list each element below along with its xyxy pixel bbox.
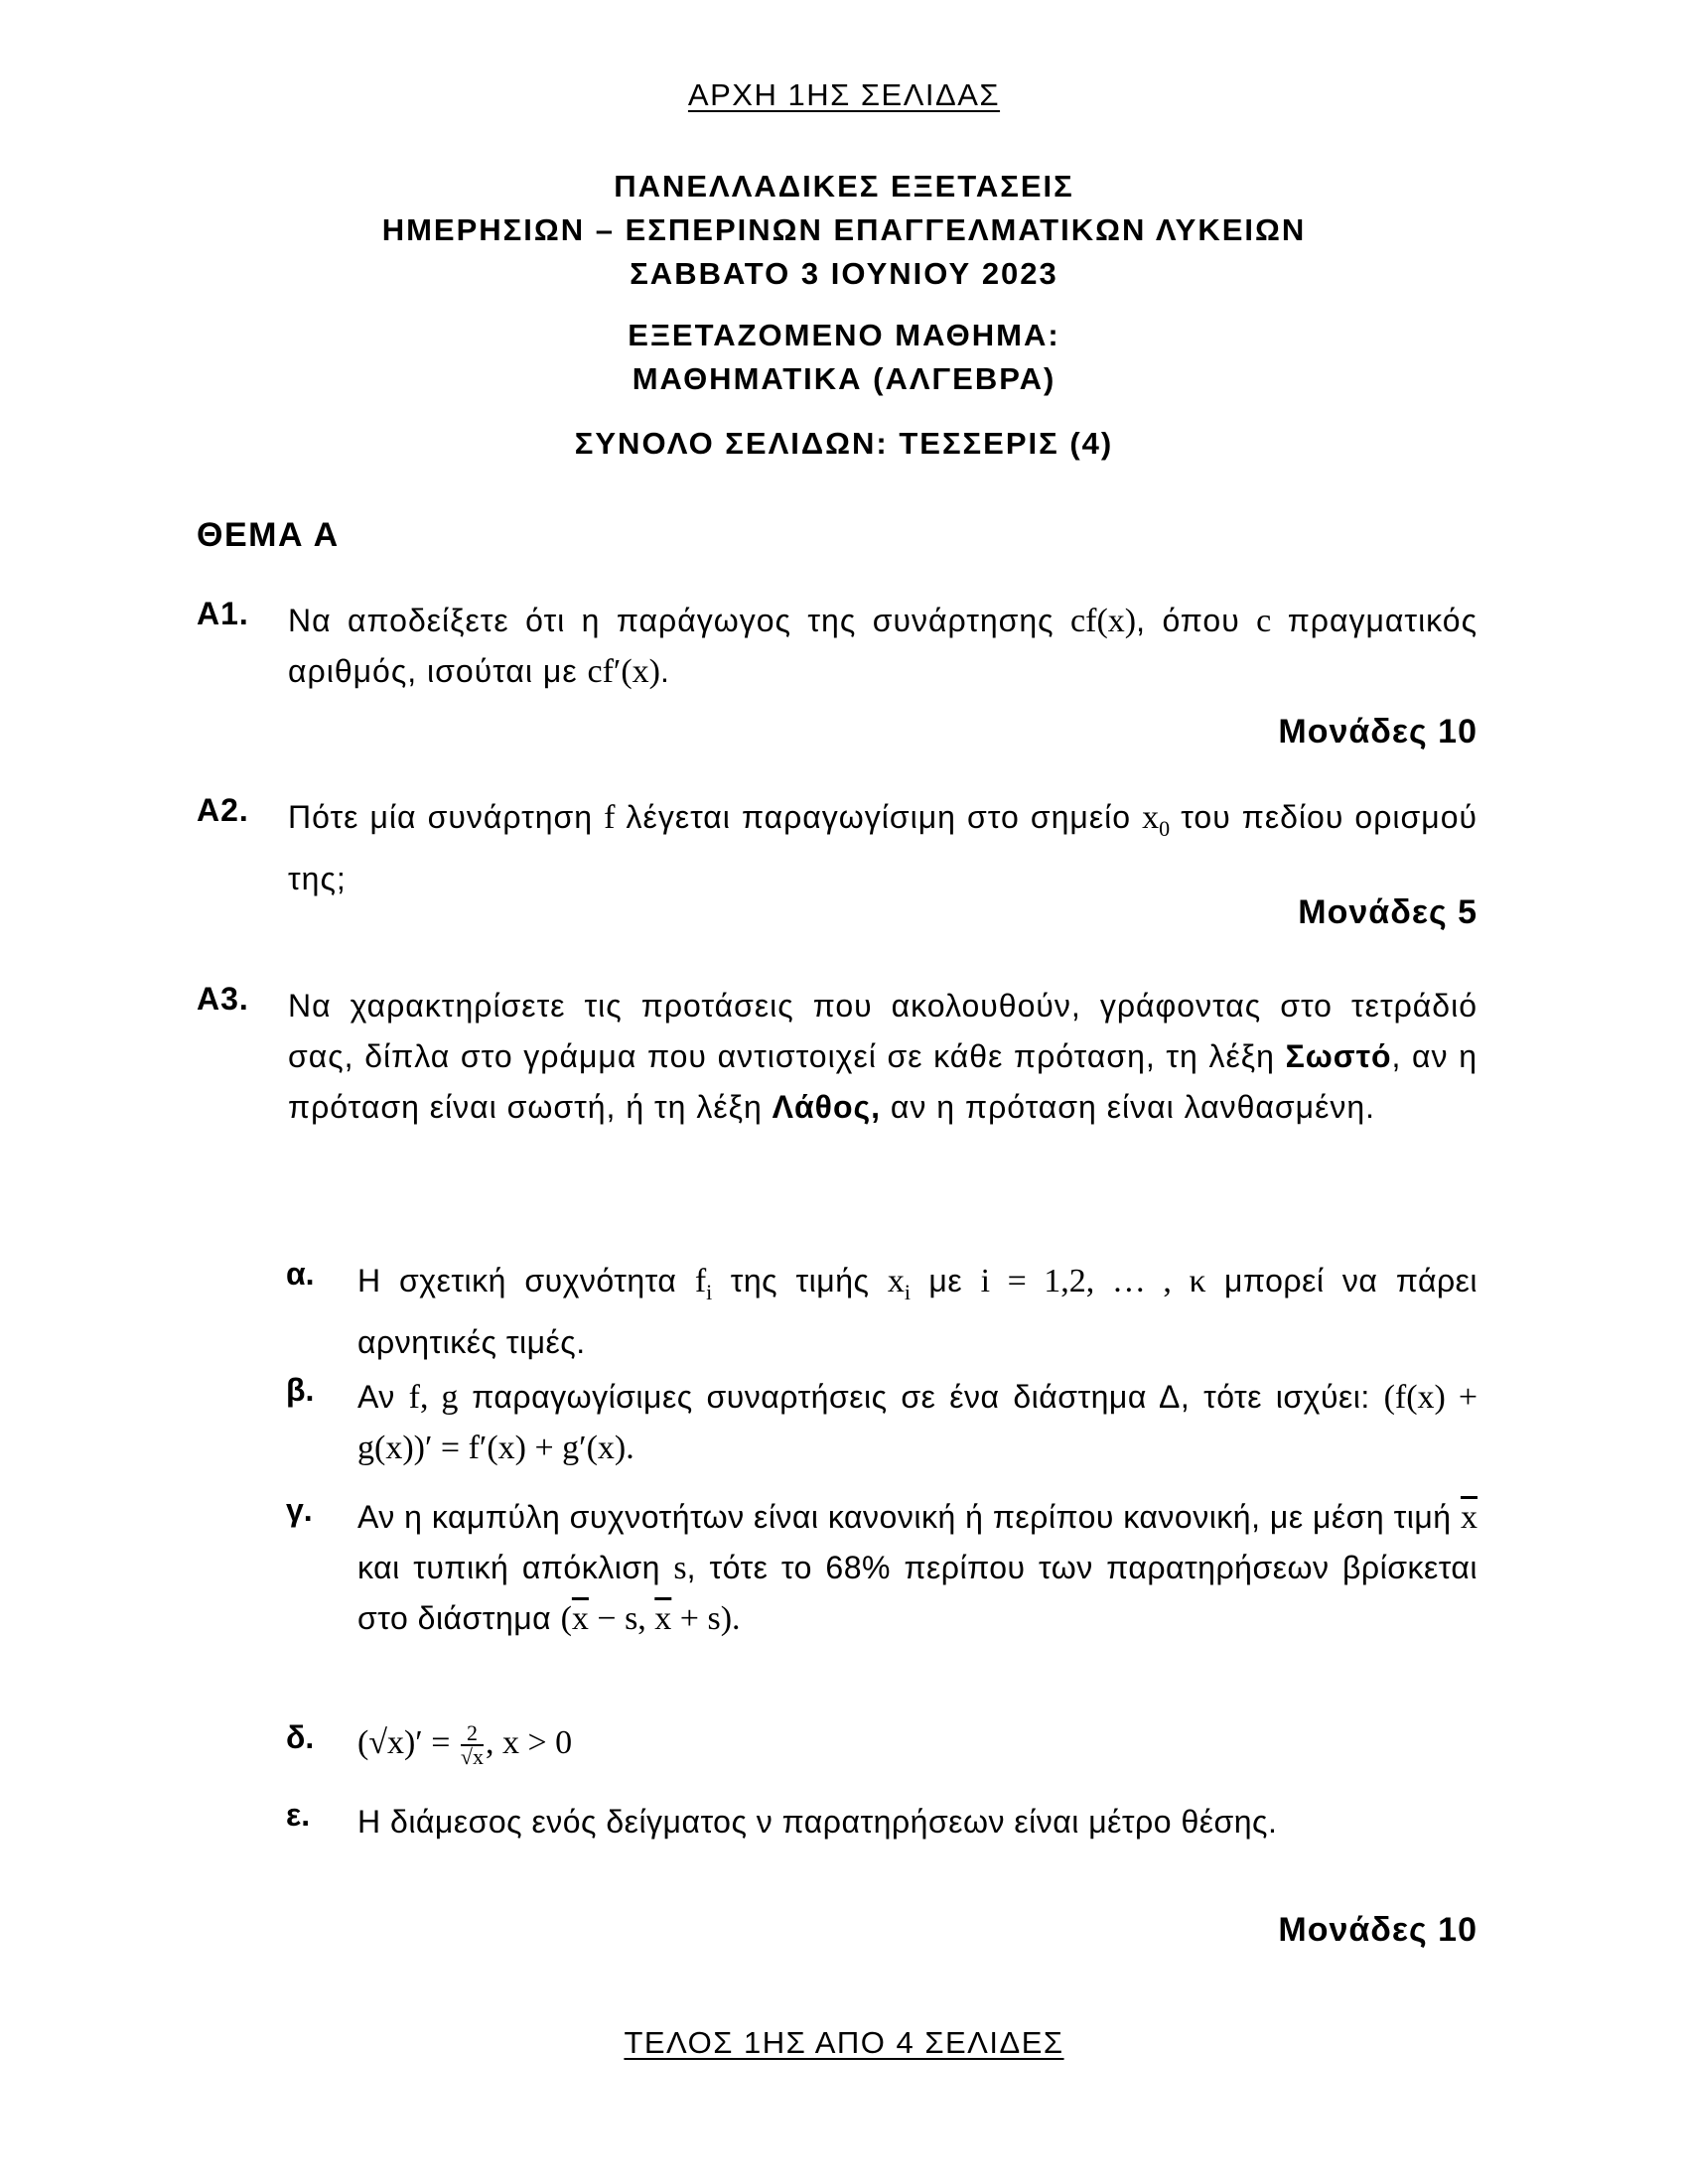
statement-beta (286, 1372, 1477, 1481)
statement-text: Η σχετική συχνότητα $f_i$ της τιμής $x_i$ με i = 1,2, … , κ μπορεί να πάρει αρνητικές τιμές. (357, 1263, 1478, 1360)
statement-label: β. (286, 1372, 315, 1408)
question-a2 (197, 792, 1477, 901)
exam-schools: ΗΜΕΡΗΣΙΩΝ – ΕΣΠΕΡΙΝΩΝ ΕΠΑΓΓΕΛΜΑΤΙΚΩΝ ΛΥΚΕΙΩΝ (381, 212, 1307, 247)
statement-label: γ. (286, 1492, 313, 1528)
statement-label: α. (286, 1256, 315, 1292)
marks-a2: Μονάδες 5 (1298, 893, 1477, 931)
statement-text: Αν η καμπύλη συχνοτήτων είναι κανονική ή περίπου κανονική, με μέση τιμή $\overline{x}$ και τυπική απόκλιση s, τότε το 68% περίπου των παρατηρήσεων βρίσκεται στο διάστημα ($\overline{x} - s$, $\overline{x} + s$). (357, 1499, 1478, 1637)
subject-name: ΜΑΘΗΜΑΤΙΚΑ (ΑΛΓΕΒΡΑ) (632, 361, 1056, 396)
bold-wrong: Λάθος, (772, 1089, 882, 1125)
theme-heading: ΘΕΜΑ Α (197, 516, 340, 554)
question-a1 (197, 596, 1477, 705)
statement-epsilon (286, 1797, 1477, 1906)
statement-label: ε. (286, 1797, 311, 1833)
statement-text: Αν f, g παραγωγίσιμες συναρτήσεις σε ένα διάστημα Δ, τότε ισχύει: (f(x) + g(x))′ = f′(x) + g′(x). (357, 1379, 1478, 1466)
question-label: Α2. (197, 792, 249, 828)
marks-a3: Μονάδες 10 (1278, 1911, 1477, 1949)
bold-correct: Σωστό (1285, 1038, 1392, 1074)
question-text: Πότε μία συνάρτηση f λέγεται παραγωγίσιμη στο σημείο $x_0$ του πεδίου ορισμού της; (288, 799, 1478, 896)
page-end-footer (0, 2025, 1688, 2061)
statement-text: (√x)′ = $\frac{2}{√x}$ , x > 0 (357, 1719, 573, 1769)
statement-text: Η διάμεσος ενός δείγματος ν παρατηρήσεων είναι μέτρο θέσης. (357, 1804, 1278, 1840)
math-expression: cf′(x) (587, 653, 660, 690)
question-label: Α1. (197, 596, 249, 631)
exam-date: ΣΑΒΒΑΤΟ 3 ΙΟΥΝΙΟΥ 2023 (630, 256, 1058, 291)
math-expression: cf(x) (1070, 603, 1137, 639)
total-pages: ΣΥΝΟΛΟ ΣΕΛΙΔΩΝ: ΤΕΣΣΕΡΙΣ (4) (574, 426, 1114, 461)
statement-label: δ. (286, 1719, 315, 1755)
marks-a1: Μονάδες 10 (1278, 713, 1477, 751)
math-expression: $x_0$ (1142, 799, 1171, 841)
math-interval: ($\overline{x} - s$, $\overline{x} + s$). (560, 1600, 741, 1637)
page-end-text: ΤΕΛΟΣ 1ΗΣ ΑΠΟ 4 ΣΕΛΙΔΕΣ (624, 2025, 1064, 2060)
fraction: $\frac{2}{√x}$ (460, 1719, 484, 1769)
statement-delta (286, 1717, 1477, 1787)
page-start-header (0, 77, 1688, 113)
question-text: Να αποδείξετε ότι η παράγωγος της συνάρτησης cf(x), όπου c πραγματικός αριθμός, ισούται με cf′(x). (288, 603, 1478, 690)
statement-gamma (286, 1492, 1477, 1701)
statement-alpha (286, 1256, 1477, 1365)
math-formula: (f(x) + g(x))′ = f′(x) + g′(x). (357, 1379, 1478, 1466)
question-text: Να χαρακτηρίσετε τις προτάσεις που ακολουθούν, γράφοντας στο τετράδιό σας, δίπλα στο γράμμα που αντιστοιχεί σε κάθε πρόταση, τη λέξη Σωστό, αν η πρόταση είναι σωστή, ή τη λέξη Λάθος, αν η πρόταση είναι λανθασμένη. (288, 988, 1478, 1125)
math-expression: f (604, 799, 616, 836)
exam-title-block (0, 165, 1688, 296)
subject-label: ΕΞΕΤΑΖΟΜΕΝΟ ΜΑΘΗΜΑ: (628, 318, 1060, 352)
exam-name: ΠΑΝΕΛΛΑΔΙΚΕΣ ΕΞΕΤΑΣΕΙΣ (614, 169, 1074, 204)
subject-block (0, 314, 1688, 401)
math-expression: c (1256, 603, 1272, 639)
question-label: Α3. (197, 981, 249, 1017)
question-a3 (197, 981, 1477, 1239)
page-start-text: ΑΡΧΗ 1ΗΣ ΣΕΛΙΔΑΣ (687, 77, 1001, 112)
